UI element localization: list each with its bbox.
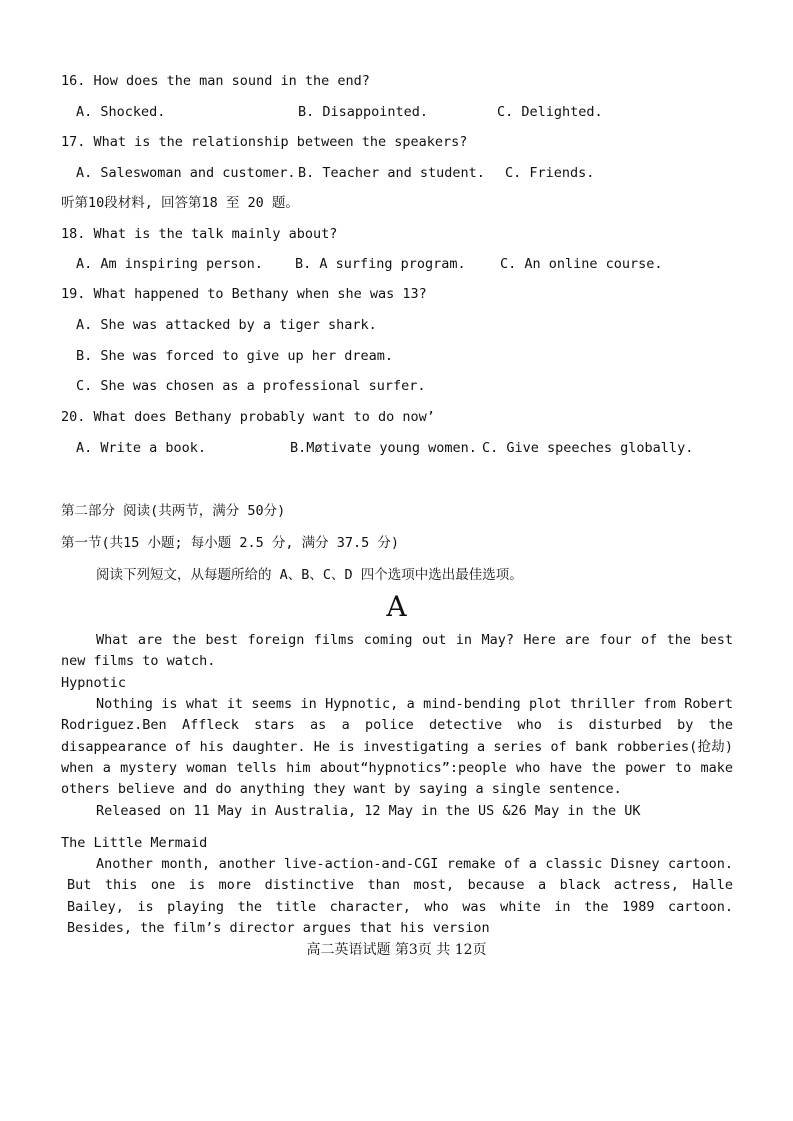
film-2-description: Another month, another live-action-and-CGI remake of a classic Disney cartoon. But this one is more distinctive than most, because a black actress, Halle Bailey, is playing the title character, who was white in the 1989 cartoon. Besides, the film’s director argues that his version bbox=[67, 856, 733, 936]
question-16-option-c: C. Delighted. bbox=[497, 104, 603, 120]
question-17-option-a: A. Saleswoman and customer. bbox=[76, 165, 296, 181]
question-20-option-b: B.Møtivate young women. bbox=[290, 440, 477, 456]
film-1-title: Hypnotic bbox=[61, 675, 127, 691]
question-19-stem: 19. What happened to Bethany when she was 13? bbox=[61, 286, 427, 302]
question-17-option-c: C. Friends. bbox=[505, 165, 595, 181]
film-1-release: Released on 11 May in Australia, 12 May in the US &26 May in the UK bbox=[96, 803, 641, 819]
question-19-option-a: A. She was attacked by a tiger shark. bbox=[76, 317, 377, 333]
question-17-stem: 17. What is the relationship between the speakers? bbox=[61, 134, 468, 150]
question-16-option-b: B. Disappointed. bbox=[298, 104, 429, 120]
question-18-option-a: A. Am inspiring person. bbox=[76, 256, 263, 272]
question-16-stem: 16. How does the man sound in the end? bbox=[61, 73, 370, 89]
page-footer: 高二英语试题 第3页 共 12页 bbox=[306, 942, 487, 958]
question-18-stem: 18. What is the talk mainly about? bbox=[61, 226, 338, 242]
passage-letter: A bbox=[386, 590, 407, 623]
film-2-title: The Little Mermaid bbox=[61, 835, 208, 851]
question-18-option-b: B. A surfing program. bbox=[295, 256, 466, 272]
question-20-option-a: A. Write a book. bbox=[76, 440, 207, 456]
section-one-title: 第一节(共15 小题; 每小题 2.5 分, 满分 37.5 分) bbox=[61, 535, 400, 551]
question-17-option-b: B. Teacher and student. bbox=[298, 165, 485, 181]
film-1-description: Nothing is what it seems in Hypnotic, a mind-bending plot thriller from Robert Rodriguez.Ben Affleck stars as a police detective who is disturbed by the disappearance of his daughter. He is investigating a series of bank robberies(抢劫) when a mystery woman tells him about“hypnotics”:people who have the power to make others believe and do anything they want by saying a single sentence. bbox=[61, 696, 733, 798]
section-instruction-10: 听第10段材料, 回答第18 至 20 题。 bbox=[61, 195, 299, 211]
part-two-title: 第二部分 阅读(共两节，满分 50分) bbox=[61, 503, 286, 519]
question-20-option-c: C. Give speeches globally. bbox=[482, 440, 694, 456]
question-18-option-c: C. An online course. bbox=[500, 256, 663, 272]
question-19-option-b: B. She was forced to give up her dream. bbox=[76, 348, 393, 364]
reading-instruction: 阅读下列短文，从每题所给的 A、B、C、D 四个选项中选出最佳选项。 bbox=[96, 567, 523, 583]
question-16-option-a: A. Shocked. bbox=[76, 104, 166, 120]
question-20-stem: 20. What does Bethany probably want to do now’ bbox=[61, 409, 435, 425]
question-19-option-c: C. She was chosen as a professional surfer. bbox=[76, 378, 426, 394]
passage-intro: What are the best foreign films coming out in May? Here are four of the best new films to watch. bbox=[61, 632, 733, 670]
